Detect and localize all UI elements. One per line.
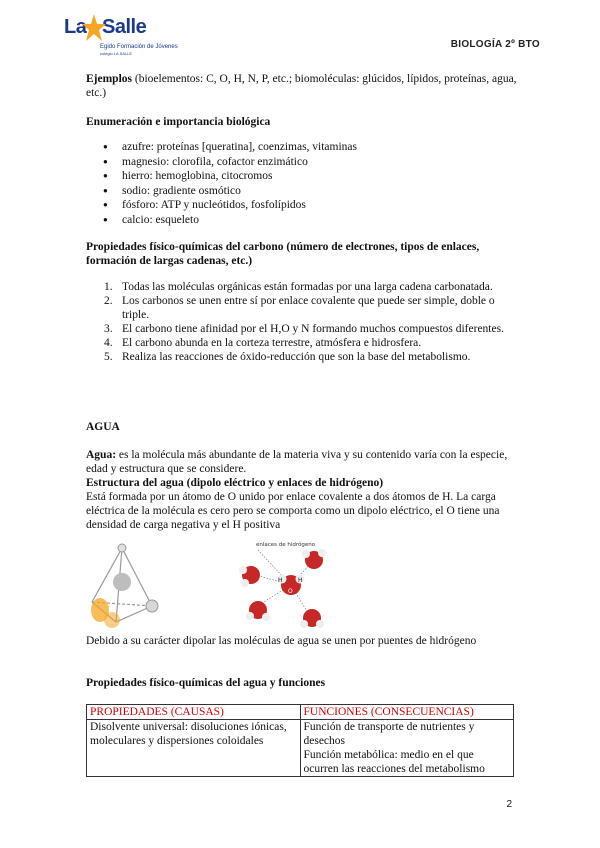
logo-subtitle-2: colegio LA SALLE [100, 51, 133, 56]
list-item: ● azufre: proteínas [queratina], coenzimas, vitaminas [86, 140, 518, 155]
list-item [86, 350, 518, 364]
agua-heading-text: AGUA [86, 421, 120, 433]
carbono-title [86, 240, 518, 268]
agua-heading [86, 420, 518, 434]
atom-label-h: H [298, 577, 303, 584]
list-text: Realiza las reacciones de óxido-reducción que son la base del metabolismo. [122, 351, 471, 363]
list-text: El carbono tiene afinidad por el H,O y N formando muchos compuestos diferentes. [122, 323, 504, 335]
table-cell [300, 720, 514, 777]
list-text: El carbono abunda en la corteza terrestre, atmósfera e hidrosfera. [122, 337, 422, 349]
list-item: ● magnesio: clorofila, cofactor enzimático [86, 155, 518, 170]
atom-label-h: H [278, 577, 283, 584]
atom-label-o: O [288, 588, 293, 595]
props-title [86, 676, 518, 690]
carbono-title-text: Propiedades físico-químicas del carbono (número de electrones, tipos de enlaces, formación de largas cadenas, etc.) [86, 241, 480, 267]
list-item [86, 280, 518, 294]
list-number: 2. [104, 295, 113, 307]
ejemplos-text: (bioelementos: C, O, H, N, P, etc.; biomoléculas: glúcidos, lípidos, proteínas, agua, etc.) [86, 73, 517, 99]
estructura-title-text: Estructura del agua (dipolo eléctrico y enlaces de hidrógeno) [86, 477, 384, 489]
list-item: ● calcio: esqueleto [86, 213, 518, 228]
water-molecule-figures [86, 540, 346, 632]
list-item: ● fósforo: ATP y nucleótidos, fosfolípidos [86, 198, 518, 213]
function-line: Función de transporte de nutrientes y desechos [303, 721, 475, 747]
table-header-cell: PROPIEDADES (CAUSAS) [87, 705, 301, 720]
page-header [0, 0, 600, 70]
table-cell: Disolvente universal: disoluciones iónicas, moleculares y dispersiones coloidales [87, 720, 301, 777]
list-item [86, 294, 518, 322]
bioelement-list [86, 140, 518, 227]
la-salle-logo [62, 16, 202, 64]
agua-definition [86, 448, 518, 476]
list-text: Los carbonos se unen entre sí por enlace covalente que puede ser simple, doble o triple. [122, 295, 495, 321]
list-number: 5. [104, 351, 113, 363]
star-icon [82, 14, 106, 42]
ejemplos-label: Ejemplos [86, 73, 132, 85]
figure-caption: Debido a su carácter dipolar las moléculas de agua se unen por puentes de hidrógeno [86, 635, 477, 647]
list-number: 4. [104, 337, 113, 349]
agua-def-label: Agua: [86, 449, 117, 461]
logo-la: La [64, 16, 87, 38]
logo-salle: Salle [102, 16, 147, 38]
table-row [87, 720, 514, 777]
enumeracion-title [86, 115, 518, 129]
list-item: ● sodio: gradiente osmótico [86, 184, 518, 199]
estructura-paragraph: Está formada por un átomo de O unido por enlace covalente a dos átomos de H. La carga eléctrica de la molécula es cero pero se comporta como un dipolo eléctrico, el O tiene una densidad de carga negativa y el H positiva [86, 491, 500, 531]
function-line: Función metabólica: medio en el que ocurren las reacciones del metabolismo [303, 749, 485, 775]
props-title-text: Propiedades físico-químicas del agua y funciones [86, 677, 326, 689]
logo-subtitle: Egido Formación de Jóvenes [100, 44, 178, 50]
water-properties-table [86, 704, 514, 777]
list-item: ● hierro: hemoglobina, citocromos [86, 169, 518, 184]
tetrahedron-figure [86, 540, 346, 632]
table-header-row [87, 705, 514, 720]
list-item [86, 336, 518, 350]
carbono-list [86, 280, 518, 364]
list-number: 1. [104, 281, 113, 293]
list-item [86, 322, 518, 336]
figure-label: enlaces de hidrógeno [256, 542, 316, 548]
list-number: 3. [104, 323, 113, 335]
estructura-title [86, 476, 518, 490]
table-header-cell: FUNCIONES (CONSECUENCIAS) [300, 705, 514, 720]
page-number: 2 [506, 799, 512, 810]
course-title: BIOLOGÍA 2º BTO [450, 39, 540, 50]
enumeracion-title-text: Enumeración e importancia biológica [86, 116, 271, 128]
water-cluster [239, 541, 326, 628]
agua-def-text: es la molécula más abundante de la materia viva y su contenido varía con la especie, edad y estructura que se considere. [86, 449, 508, 475]
ejemplos-paragraph [86, 72, 518, 100]
list-text: Todas las moléculas orgánicas están formadas por una larga cadena carbonatada. [122, 281, 493, 293]
